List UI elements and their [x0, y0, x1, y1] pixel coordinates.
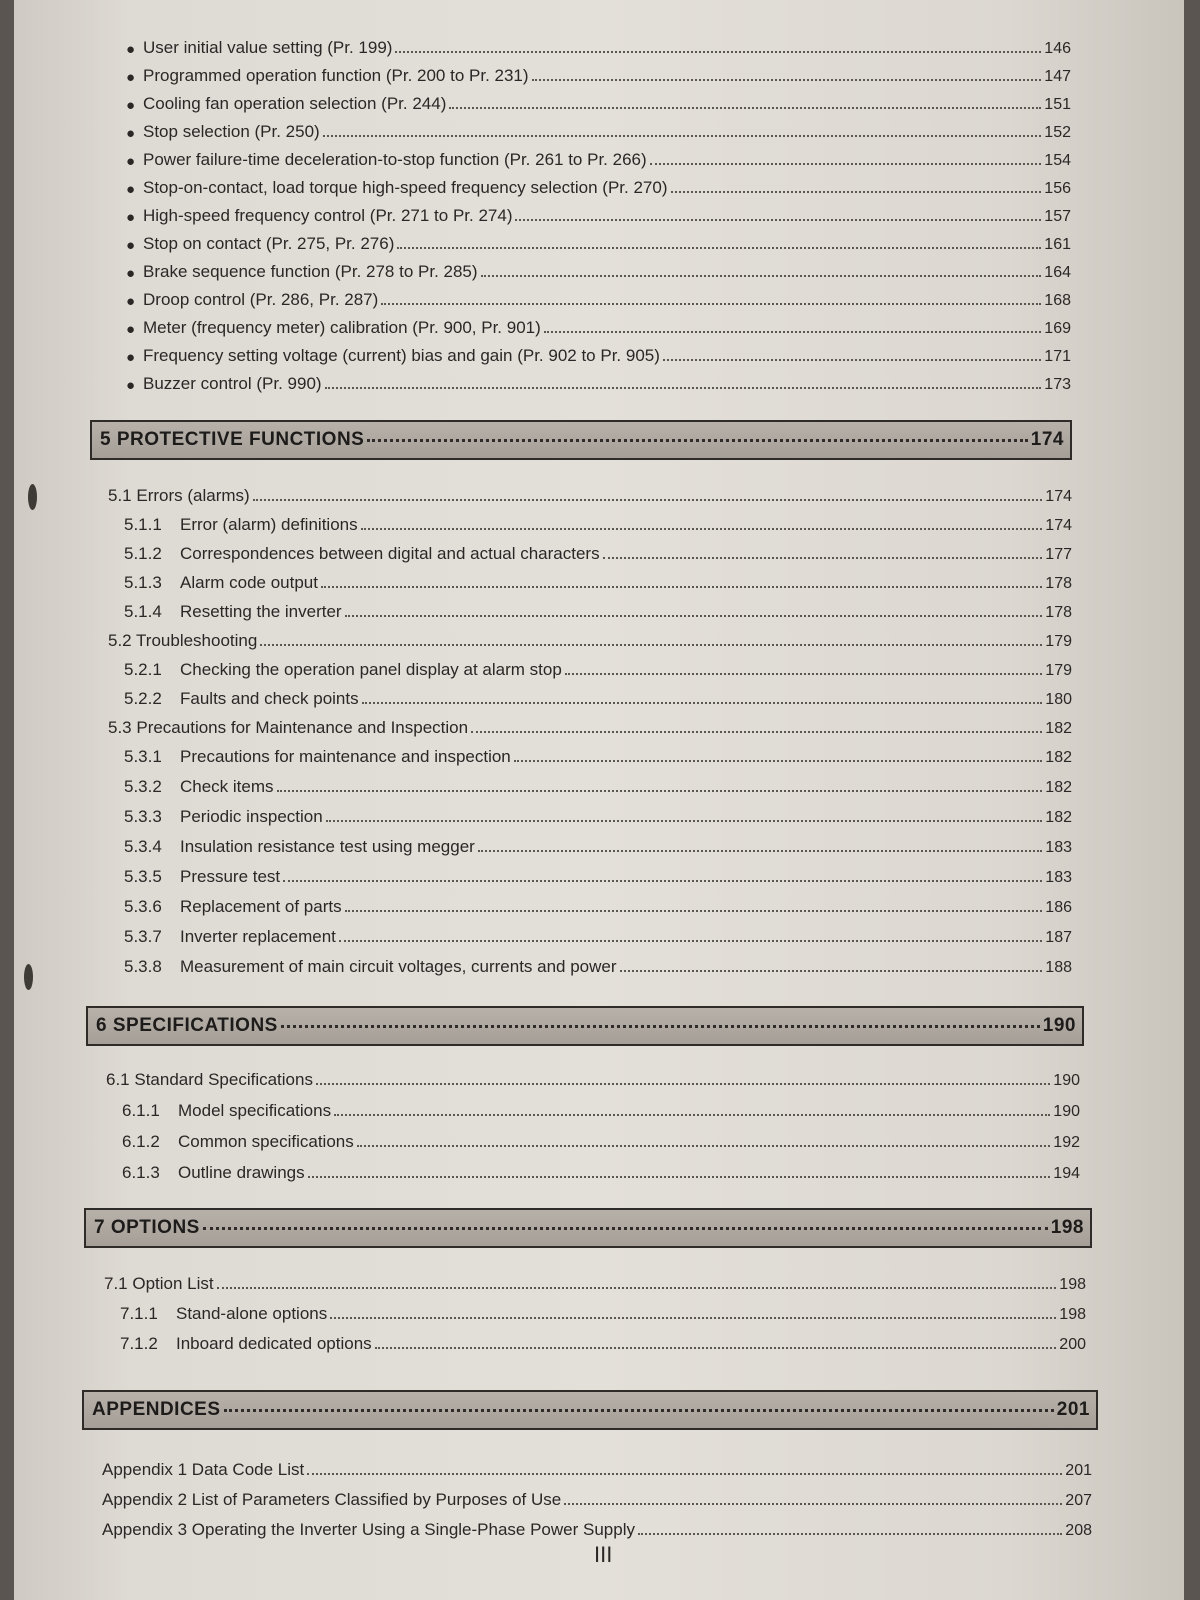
leader-dots [544, 331, 1042, 333]
page-number: 174 [1045, 517, 1072, 534]
toc-entry[interactable] [126, 254, 1071, 282]
page-number: 190 [1053, 1103, 1080, 1120]
page-number: 198 [1059, 1276, 1086, 1293]
page-number: 161 [1044, 236, 1071, 253]
entry-number: 5.3.4 [124, 837, 162, 856]
entry-title: Appendix 1 Data Code List [102, 1460, 305, 1479]
leader-dots [397, 247, 1041, 249]
toc-appendix[interactable] [102, 1452, 1092, 1480]
entry-number: 5.1.1 [124, 515, 162, 534]
toc-appendix[interactable] [102, 1512, 1092, 1540]
leader-dots [471, 731, 1042, 733]
entry-title: Stand-alone options [176, 1304, 328, 1323]
toc-entry[interactable] [126, 366, 1071, 394]
toc-subsection[interactable] [120, 1296, 1086, 1324]
entry-number: 5.3.1 [124, 747, 162, 766]
page-number: 182 [1045, 720, 1072, 737]
leader-dots [326, 820, 1043, 822]
leader-dots [253, 499, 1043, 501]
leader-dots [345, 910, 1043, 912]
toc-entry[interactable] [126, 226, 1071, 254]
leader-dots [514, 760, 1043, 762]
leader-dots [316, 1083, 1050, 1085]
page-number: 187 [1045, 929, 1072, 946]
entry-title: Stop-on-contact, load torque high-speed frequency selection (Pr. 270) [143, 178, 668, 197]
leader-dots [307, 1473, 1062, 1475]
toc-entry[interactable] [126, 58, 1071, 86]
binding-hole [24, 964, 33, 990]
entry-title: Inboard dedicated options [176, 1334, 372, 1353]
leader-dots [330, 1317, 1056, 1319]
bullet-icon: ● [126, 293, 136, 310]
toc-subsection[interactable] [124, 594, 1072, 622]
page-number: 182 [1045, 779, 1072, 796]
leader-dots [260, 644, 1042, 646]
entry-title: Outline drawings [178, 1163, 305, 1182]
chapter-page: 201 [1056, 1399, 1090, 1420]
page-number: 208 [1065, 1522, 1092, 1539]
leader-dots [650, 163, 1042, 165]
chapter-heading[interactable] [82, 1390, 1098, 1430]
entry-number: 6.1.3 [122, 1163, 160, 1182]
entry-title: Buzzer control (Pr. 990) [143, 374, 322, 393]
entry-number: 5.3.7 [124, 927, 162, 946]
entry-title: Error (alarm) definitions [180, 515, 358, 534]
page-number: 179 [1045, 662, 1072, 679]
chapter-page: 190 [1042, 1015, 1076, 1036]
chapter-title: APPENDICES [92, 1399, 221, 1420]
entry-number: 5.2.2 [124, 689, 162, 708]
entry-number: 5.3.5 [124, 867, 162, 886]
page-number: 180 [1045, 691, 1072, 708]
entry-title: 5.2 Troubleshooting [108, 631, 258, 650]
entry-title: User initial value setting (Pr. 199) [143, 38, 393, 57]
toc-subsection[interactable] [124, 949, 1072, 977]
toc-subsection[interactable] [122, 1093, 1080, 1121]
toc-section[interactable] [104, 1266, 1086, 1294]
leader-dots [224, 1409, 1054, 1412]
page-number: 171 [1044, 348, 1071, 365]
entry-number: 5.3.3 [124, 807, 162, 826]
leader-dots [663, 359, 1041, 361]
entry-number: 6.1.1 [122, 1101, 160, 1120]
page-number: 173 [1044, 376, 1071, 393]
leader-dots [281, 1025, 1040, 1028]
entry-title: Cooling fan operation selection (Pr. 244) [143, 94, 447, 113]
toc-appendix[interactable] [102, 1482, 1092, 1510]
entry-title: Frequency setting voltage (current) bias and gain (Pr. 902 to Pr. 905) [143, 346, 660, 365]
leader-dots [361, 528, 1043, 530]
toc-section[interactable] [108, 623, 1072, 651]
page-number: 186 [1045, 899, 1072, 916]
chapter-page: 174 [1030, 429, 1064, 450]
page-number: 157 [1044, 208, 1071, 225]
entry-title: Resetting the inverter [180, 602, 342, 621]
leader-dots [277, 790, 1043, 792]
chapter-heading[interactable] [90, 420, 1072, 460]
toc-entry[interactable] [126, 114, 1071, 142]
entry-title: Precautions for maintenance and inspection [180, 747, 511, 766]
toc-entry[interactable] [126, 310, 1071, 338]
leader-dots [217, 1287, 1057, 1289]
entry-title: Stop on contact (Pr. 275, Pr. 276) [143, 234, 395, 253]
leader-dots [565, 673, 1043, 675]
entry-title: Meter (frequency meter) calibration (Pr. 900, Pr. 901) [143, 318, 541, 337]
entry-title: Appendix 2 List of Parameters Classified by Purposes of Use [102, 1490, 562, 1509]
entry-title: Programmed operation function (Pr. 200 to Pr. 231) [143, 66, 529, 85]
leader-dots [203, 1227, 1048, 1230]
bullet-icon: ● [126, 209, 136, 226]
toc-entry[interactable] [126, 86, 1071, 114]
entry-number: 5.1.4 [124, 602, 162, 621]
page-number: 182 [1045, 749, 1072, 766]
toc-section[interactable] [108, 478, 1072, 506]
leader-dots [564, 1503, 1062, 1505]
entry-number: 7.1.2 [120, 1334, 158, 1353]
leader-dots [515, 219, 1041, 221]
toc-entry[interactable] [126, 198, 1071, 226]
chapter-title: 7 OPTIONS [94, 1217, 200, 1238]
entry-title: Measurement of main circuit voltages, currents and power [180, 957, 617, 976]
leader-dots [362, 702, 1043, 704]
page-number: 169 [1044, 320, 1071, 337]
bullet-icon: ● [126, 377, 136, 394]
entry-title: Alarm code output [180, 573, 318, 592]
entry-title: Checking the operation panel display at alarm stop [180, 660, 562, 679]
entry-number: 5.3.6 [124, 897, 162, 916]
entry-title: Model specifications [178, 1101, 332, 1120]
leader-dots [478, 850, 1042, 852]
toc-page [14, 0, 1184, 1600]
page-number: 190 [1053, 1072, 1080, 1089]
entry-number: 5.3.8 [124, 957, 162, 976]
toc-subsection[interactable] [120, 1326, 1086, 1354]
page-number: 146 [1044, 40, 1071, 57]
toc-subsection[interactable] [124, 829, 1072, 857]
bullet-icon: ● [126, 349, 136, 366]
entry-number: 6.1.2 [122, 1132, 160, 1151]
toc-subsection[interactable] [124, 799, 1072, 827]
leader-dots [375, 1347, 1057, 1349]
page-number: 183 [1045, 869, 1072, 886]
toc-subsection[interactable] [124, 769, 1072, 797]
page-number: 183 [1045, 839, 1072, 856]
entry-title: Appendix 3 Operating the Inverter Using a Single-Phase Power Supply [102, 1520, 635, 1539]
page-number: 198 [1059, 1306, 1086, 1323]
bullet-icon: ● [126, 125, 136, 142]
bullet-icon: ● [126, 69, 136, 86]
toc-subsection[interactable] [124, 739, 1072, 767]
page-number: 154 [1044, 152, 1071, 169]
toc-subsection[interactable] [124, 507, 1072, 535]
toc-subsection[interactable] [124, 889, 1072, 917]
entry-number: 5.2.1 [124, 660, 162, 679]
page-number: 164 [1044, 264, 1071, 281]
chapter-heading[interactable] [86, 1006, 1084, 1046]
page-number: 168 [1044, 292, 1071, 309]
entry-number: 5.3.2 [124, 777, 162, 796]
page-number: 179 [1045, 633, 1072, 650]
toc-entry[interactable] [126, 30, 1071, 58]
entry-title: Check items [180, 777, 274, 796]
entry-title: Insulation resistance test using megger [180, 837, 475, 856]
leader-dots [283, 880, 1042, 882]
leader-dots [671, 191, 1042, 193]
toc-subsection[interactable] [124, 919, 1072, 947]
toc-subsection[interactable] [124, 681, 1072, 709]
entry-title: High-speed frequency control (Pr. 271 to Pr. 274) [143, 206, 513, 225]
page-number: 152 [1044, 124, 1071, 141]
chapter-title: 6 SPECIFICATIONS [96, 1015, 278, 1036]
toc-entry[interactable] [126, 142, 1071, 170]
chapter-page: 198 [1050, 1217, 1084, 1238]
leader-dots [325, 387, 1042, 389]
leader-dots [357, 1145, 1051, 1147]
entry-title: Brake sequence function (Pr. 278 to Pr. 285) [143, 262, 478, 281]
leader-dots [381, 303, 1041, 305]
page-number: 178 [1045, 575, 1072, 592]
toc-subsection[interactable] [124, 652, 1072, 680]
leader-dots [395, 51, 1041, 53]
entry-title: 7.1 Option List [104, 1274, 214, 1293]
leader-dots [481, 275, 1042, 277]
toc-subsection[interactable] [124, 565, 1072, 593]
entry-number: 5.1.3 [124, 573, 162, 592]
leader-dots [323, 135, 1042, 137]
leader-dots [638, 1533, 1062, 1535]
page-number: 177 [1045, 546, 1072, 563]
page-number: 188 [1045, 959, 1072, 976]
page-number: 207 [1065, 1492, 1092, 1509]
page-number: 194 [1053, 1165, 1080, 1182]
entry-number: 5.1.2 [124, 544, 162, 563]
leader-dots [308, 1176, 1051, 1178]
leader-dots [449, 107, 1041, 109]
leader-dots [334, 1114, 1050, 1116]
entry-title: Replacement of parts [180, 897, 342, 916]
leader-dots [532, 79, 1042, 81]
entry-title: Common specifications [178, 1132, 354, 1151]
page-folio: III [594, 1542, 613, 1567]
leader-dots [339, 940, 1042, 942]
bullet-icon: ● [126, 97, 136, 114]
entry-title: Correspondences between digital and actual characters [180, 544, 600, 563]
bullet-icon: ● [126, 237, 136, 254]
bullet-icon: ● [126, 181, 136, 198]
entry-title: 5.3 Precautions for Maintenance and Inspection [108, 718, 469, 737]
toc-subsection[interactable] [122, 1124, 1080, 1152]
toc-entry[interactable] [126, 338, 1071, 366]
entry-title: 6.1 Standard Specifications [106, 1070, 313, 1089]
bullet-icon: ● [126, 265, 136, 282]
page-number: 151 [1044, 96, 1071, 113]
bullet-icon: ● [126, 41, 136, 58]
leader-dots [603, 557, 1043, 559]
leader-dots [345, 615, 1043, 617]
toc-section[interactable] [106, 1062, 1080, 1090]
entry-title: Power failure-time deceleration-to-stop function (Pr. 261 to Pr. 266) [143, 150, 647, 169]
page-number: 178 [1045, 604, 1072, 621]
entry-title: Pressure test [180, 867, 281, 886]
entry-title: Inverter replacement [180, 927, 336, 946]
page-number: 147 [1044, 68, 1071, 85]
toc-entry[interactable] [126, 282, 1071, 310]
toc-subsection[interactable] [124, 536, 1072, 564]
leader-dots [321, 586, 1042, 588]
entry-title: 5.1 Errors (alarms) [108, 486, 250, 505]
entry-title: Droop control (Pr. 286, Pr. 287) [143, 290, 379, 309]
page-number: 201 [1065, 1462, 1092, 1479]
page-number: 182 [1045, 809, 1072, 826]
toc-entry[interactable] [126, 170, 1071, 198]
toc-section[interactable] [108, 710, 1072, 738]
entry-title: Periodic inspection [180, 807, 323, 826]
toc-subsection[interactable] [124, 859, 1072, 887]
entry-number: 7.1.1 [120, 1304, 158, 1323]
page-number: 200 [1059, 1336, 1086, 1353]
page-number: 174 [1045, 488, 1072, 505]
page-number: 192 [1053, 1134, 1080, 1151]
leader-dots [367, 439, 1027, 442]
entry-title: Faults and check points [180, 689, 359, 708]
binding-hole [28, 484, 37, 510]
page-number: 156 [1044, 180, 1071, 197]
entry-title: Stop selection (Pr. 250) [143, 122, 320, 141]
chapter-title: 5 PROTECTIVE FUNCTIONS [100, 429, 365, 450]
toc-subsection[interactable] [122, 1155, 1080, 1183]
bullet-icon: ● [126, 153, 136, 170]
bullet-icon: ● [126, 321, 136, 338]
leader-dots [620, 970, 1043, 972]
chapter-heading[interactable] [84, 1208, 1092, 1248]
